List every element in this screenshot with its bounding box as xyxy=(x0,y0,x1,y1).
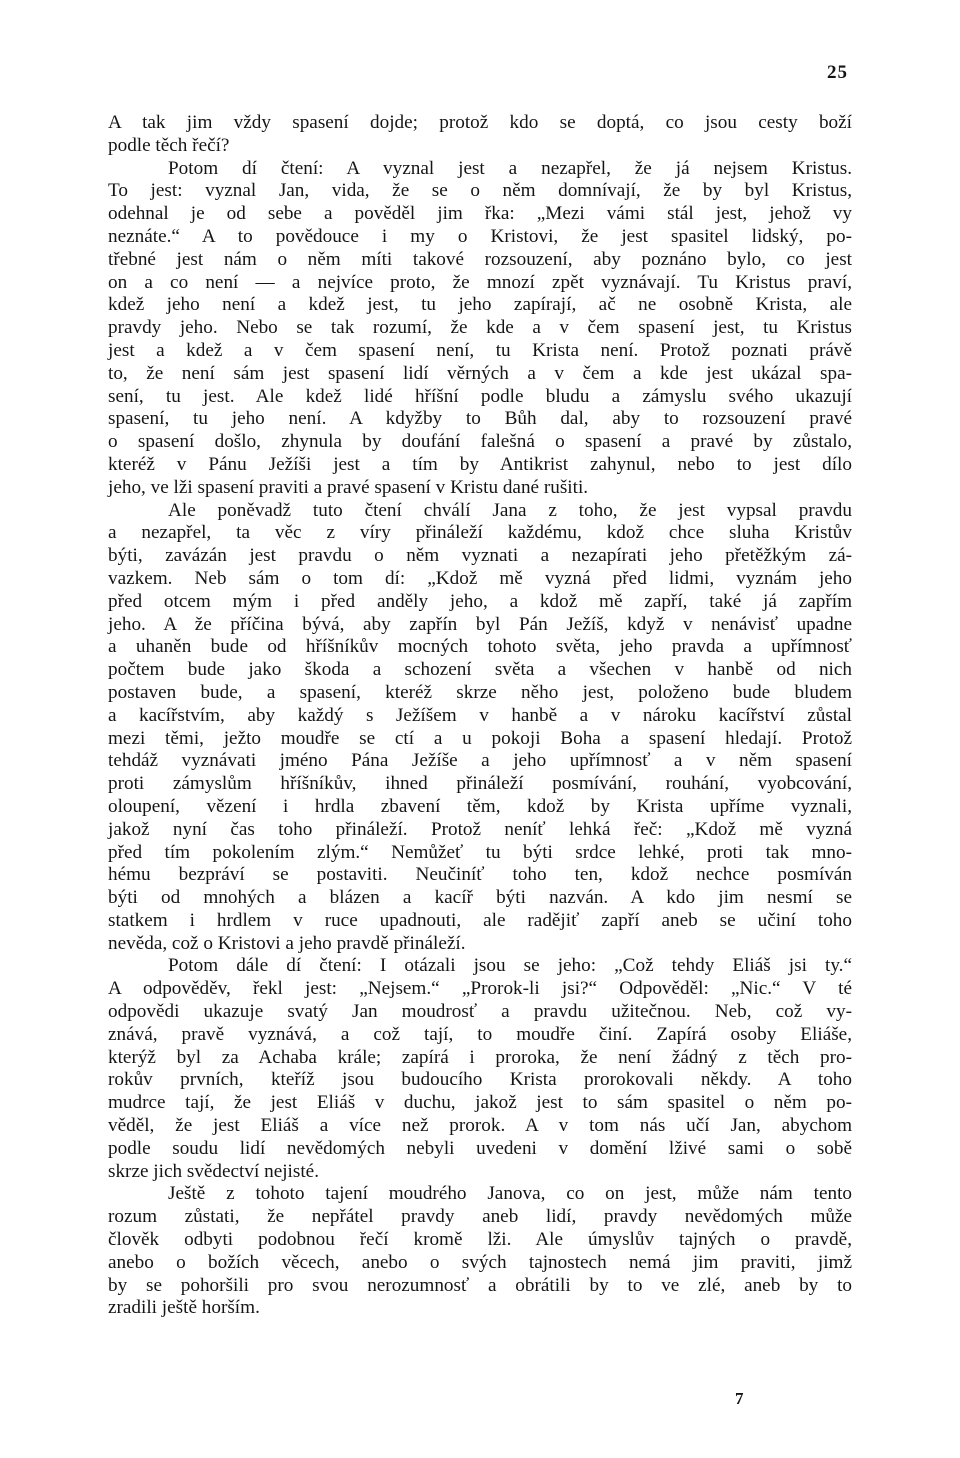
text-line: a kacířstvím, aby každý s Ježíšem v hanbě a v nároku kacířství zůstal xyxy=(108,704,852,726)
text-line: Ještě z tohoto tajení moudrého Janova, co on jest, může nám tento xyxy=(168,1183,852,1205)
text-line: to, že není sám jest spasení lidí věrných a v čem a kde jest ukázal spa- xyxy=(108,362,852,384)
text-line: býti, zavázán jest pravdu o něm vyznati a nezapírati jeho přetěžkým zá- xyxy=(108,545,852,567)
text-line: neznáte.“ A to povědouce i my o Kristovi, že jest spasitel lidský, po- xyxy=(108,225,852,247)
text-line: jeho, ve lži spasení praviti a pravé spasení v Kristu dané rušiti. xyxy=(108,476,589,498)
text-line: jest a kdež a v čem spasení není, tu Krista není. Protož poznati právě xyxy=(108,339,852,361)
text-line: odehnal je od sebe a pověděl jim řka: „Mezi vámi stál jest, jehož vy xyxy=(108,203,852,225)
text-line: věděl, že jest Eliáš a více než prorok. A v tom nás učí Jan, abychom xyxy=(108,1115,852,1137)
text-line: by se pohoršili pro svou nerozumnosť a obrátili by to ve zlé, aneb by to xyxy=(108,1274,852,1296)
text-line: pravdy jeho. Nebo se tak rozumí, že kde a v čem spasení jest, tu Kristus xyxy=(108,317,852,339)
text-line: Potom dí čtení: A vyznal jest a nezapřel, že já nejsem Kristus. xyxy=(168,157,852,179)
text-line: kdež jeho není a kdež jest, tu jeho zapírají, ač ne osobně Krista, ale xyxy=(108,294,852,316)
text-line: hému bezpráví se postaviti. Neučiníť toho ten, kdož nechce posmíván xyxy=(108,864,852,886)
text-line: zradili ještě horším. xyxy=(108,1297,260,1319)
page-number: 25 xyxy=(827,62,848,83)
text-line: kterýž byl za Achaba krále; zapírá i proroka, že není žádný z těch pro- xyxy=(108,1046,852,1068)
text-line: a nezapřel, ta věc z víry přináleží každému, kdož chce sluha Kristův xyxy=(108,522,852,544)
text-line: tehdáž vyznávati jméno Pána Ježíše a jeho upřímnosť a v něm spasení xyxy=(108,750,852,772)
text-line: postaven bude, a spasení, kteréž skrze něho jest, položeno bude bludem xyxy=(108,681,852,703)
text-line: a uhaněn bude od hříšníkův mocných tohoto světa, jeho pravda a upřímnosť xyxy=(108,636,852,658)
text-line: anebo o božích věcech, anebo o svých tajnostech nemá jim praviti, jimž xyxy=(108,1251,852,1273)
text-line: znává, pravě vyznává, a což tají, to moudře činí. Zapírá osoby Eliáše, xyxy=(108,1023,852,1045)
body-text xyxy=(108,112,852,1320)
text-line: nevěda, což o Kristovi a jeho pravdě přináleží. xyxy=(108,932,466,954)
text-line: A odpověděv, řekl jest: „Nejsem.“ „Prorok-li jsi?“ Odpověděl: „Nic.“ V té xyxy=(108,978,852,1000)
text-line: spasení, tu jeho není. A kdyžby to Bůh dal, aby to rozsouzení pravé xyxy=(108,408,852,430)
text-line: statkem i hrdlem v ruce upadnouti, ale radějiť zapří aneb se učiní toho xyxy=(108,909,852,931)
text-line: To jest: vyznal Jan, vida, že se o něm domnívají, že by byl Kristus, xyxy=(108,180,852,202)
text-line: třebné jest nám o něm míti takové rozsouzení, aby poznáno bylo, co jest xyxy=(108,248,852,270)
text-line: před otcem mým i před anděly jeho, a kdož mě zapří, také já zapřím xyxy=(108,590,852,612)
text-line: mezi těmi, ježto moudře se ctí a u pokoji Boha a spasení hledají. Protož xyxy=(108,727,852,749)
text-line: člověk odbyti podobnou řečí kromě lži. Ale úmyslův tajných o pravdě, xyxy=(108,1229,852,1251)
text-line: Potom dále dí čtení: I otázali jsou se jeho: „Což tehdy Eliáš jsi ty.“ xyxy=(168,955,852,977)
text-line: oloupení, vězení i hrdla zbavení těm, kdož by Krista upříme vyznali, xyxy=(108,795,852,817)
text-line: mudrce tají, že jest Eliáš v duchu, jakož jest to sám spasitel o něm po- xyxy=(108,1092,852,1114)
text-line: skrze jich svědectví nejisté. xyxy=(108,1160,319,1182)
text-line: býti od mnohých a blázen a kacíř býti nazván. A kdo jim nesmí se xyxy=(108,887,852,909)
text-line: počtem bude jako škoda a schození světa a všechen v hanbě od nich xyxy=(108,659,852,681)
text-line: vazkem. Neb sám o tom dí: „Kdož mě vyzná před lidmi, vyznám jeho xyxy=(108,567,852,589)
text-line: A tak jim vždy spasení dojde; protož kdo se doptá, co jsou cesty boží xyxy=(108,112,852,133)
text-line: Ale poněvadž tuto čtení chválí Jana z toho, že jest vypsal pravdu xyxy=(168,499,852,521)
text-line: kteréž v Pánu Ježíši jest a tím by Antikrist zahynul, nebo to jest dílo xyxy=(108,453,852,475)
text-line: on a co není — a nejvíce proto, že mnozí zpět vyznávají. Tu Kristus praví, xyxy=(108,271,852,293)
text-line: sení, tu jest. Ale kdež lidé hříšní podle bludu a zámyslu svého ukazují xyxy=(108,385,852,407)
text-line: jakož nyní čas toho přináleží. Protož neníť lehká řeč: „Kdož mě vyzná xyxy=(108,818,852,840)
text-line: proti zámyslům hříšníkův, ihned přináleží posmívání, rouhání, vyobcování, xyxy=(108,773,852,795)
text-line: o spasení došlo, zhynula by doufání falešná o spasení a pravé by zůstalo, xyxy=(108,431,852,453)
text-line: odpovědi ukazuje svatý Jan moudrosť a pravdu užitečnou. Neb, což vy- xyxy=(108,1001,852,1023)
text-line: rokův prvních, kteříž jsou budoucího Krista prorokovali někdy. A toho xyxy=(108,1069,852,1091)
text-line: podle soudu lidí nevědomých nebyli uvedeni v domění lživé sami o sobě xyxy=(108,1137,852,1159)
text-line: jeho. A že příčina bývá, aby zapřín byl Pán Ježíš, když v nenávisť upadne xyxy=(108,613,852,635)
text-line: rozum zůstati, že nepřátel pravdy aneb lidí, pravdy nevědomých může xyxy=(108,1206,852,1228)
text-line: před tím pokolením zlým.“ Nemůžeť tu býti srdce lehké, proti tak mno- xyxy=(108,841,852,863)
text-line: podle těch řečí? xyxy=(108,134,230,156)
signature-mark: 7 xyxy=(735,1389,744,1408)
